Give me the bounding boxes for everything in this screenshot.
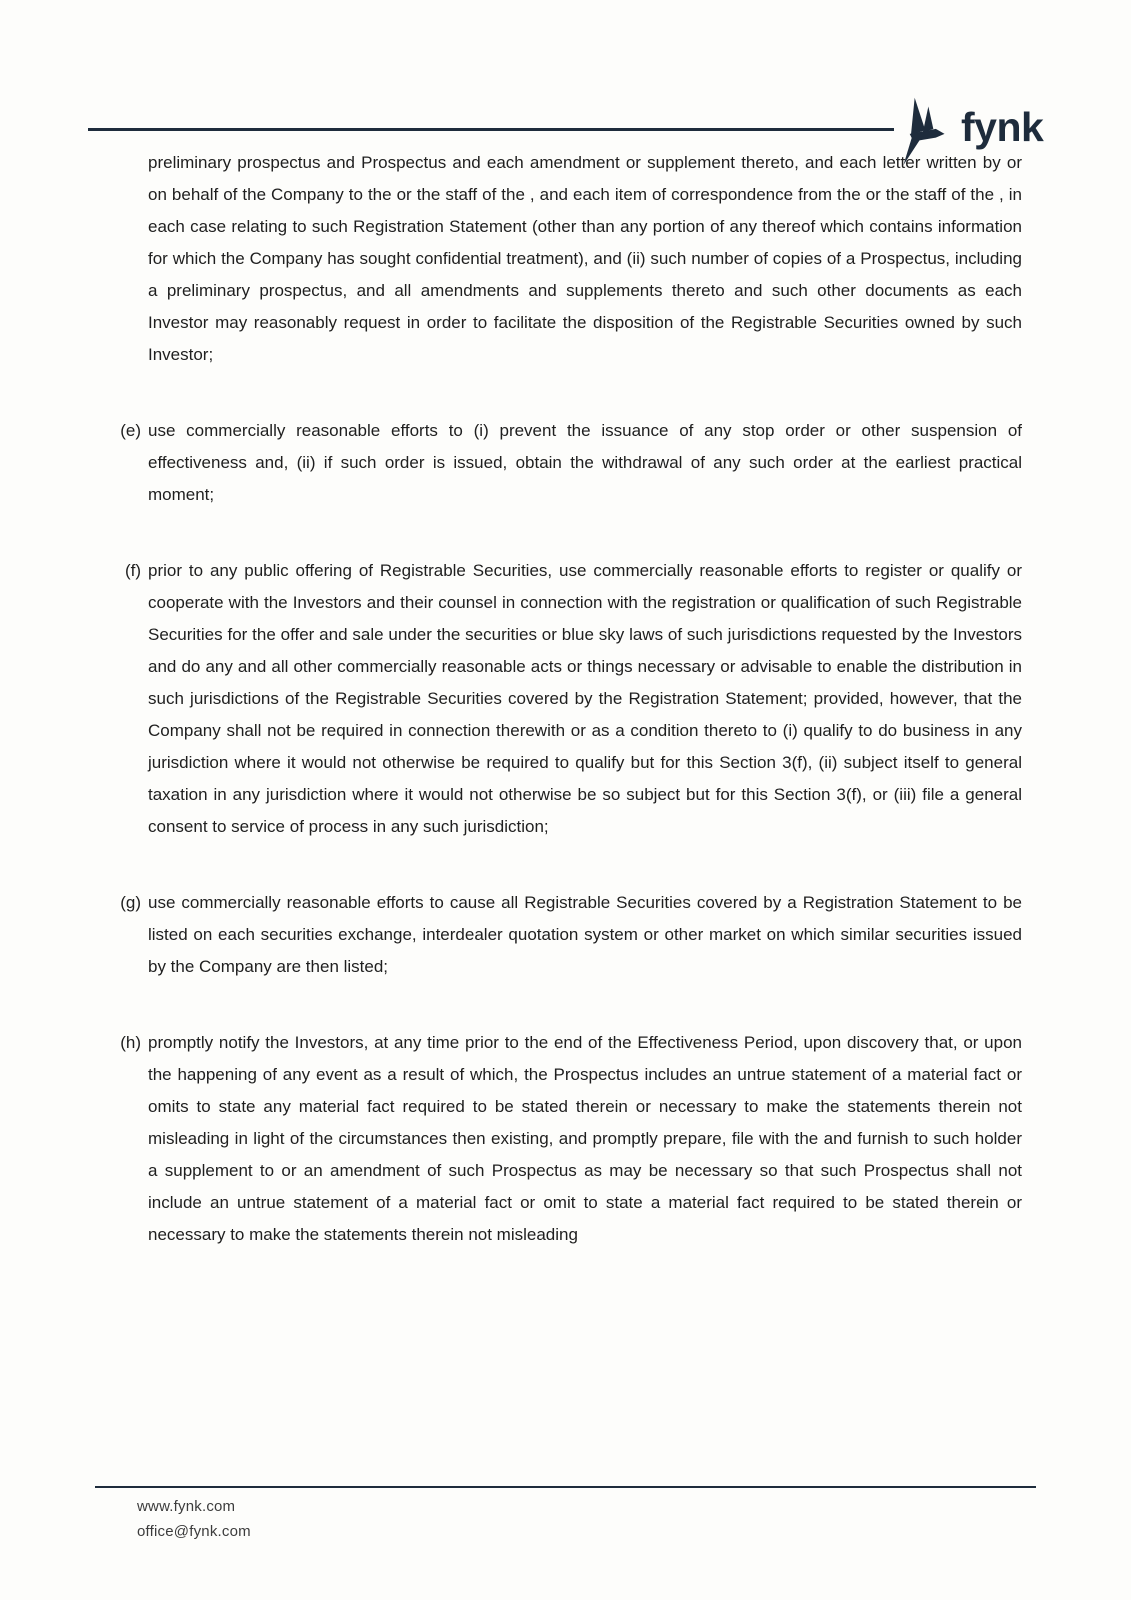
clause-text: use commercially reasonable efforts to (i) prevent the issuance of any stop order or other suspension of effectiveness and, (ii) if such order is issued, obtain the withdrawal of any such order at the earliest practical moment; bbox=[148, 421, 1022, 504]
clause-paragraph bbox=[120, 887, 1022, 983]
document-body bbox=[120, 147, 1022, 1251]
clause-label: (h) bbox=[120, 1033, 141, 1052]
footer bbox=[137, 1494, 251, 1544]
clause-label: (f) bbox=[124, 561, 141, 580]
clause-text: use commercially reasonable efforts to cause all Registrable Securities covered by a Registration Statement to be listed on each securities exchange, interdealer quotation system or other market on which similar securities issued by the Company are then listed; bbox=[148, 893, 1022, 976]
clause-paragraph bbox=[120, 1027, 1022, 1251]
clause-text: preliminary prospectus and Prospectus and each amendment or supplement thereto, and each letter written by or on behalf of the Company to the or the staff of the , and each item of correspondence from the or the staff of the , in each case relating to such Registration Statement (other than any portion of any thereof which contains information for which the Company has sought confidential treatment), and (ii) such number of copies of a Prospectus, including a preliminary prospectus, and all amendments and supplements thereto and such other documents as each Investor may reasonably request in order to facilitate the disposition of the Registrable Securities owned by such Investor; bbox=[148, 153, 1022, 364]
clause-paragraph bbox=[120, 415, 1022, 511]
footer-email: office@fynk.com bbox=[137, 1523, 251, 1540]
clause-text: promptly notify the Investors, at any time prior to the end of the Effectiveness Period, upon discovery that, or upon the happening of any event as a result of which, the Prospectus includes an untrue statement of a material fact or omits to state any material fact required to be stated therein or necessary to make the statements therein not misleading in light of the circumstances then existing, and promptly prepare, file with the and furnish to such holder a supplement to or an amendment of such Prospectus as may be necessary so that such Prospectus shall not include an untrue statement of a material fact or omit to state a material fact required to be stated therein or necessary to make the statements therein not misleading bbox=[148, 1033, 1022, 1244]
logo-wordmark: fynk bbox=[961, 103, 1044, 150]
header-rule bbox=[88, 128, 894, 131]
clause-label: (e) bbox=[120, 421, 141, 440]
footer-rule bbox=[95, 1486, 1036, 1488]
clause-paragraph bbox=[148, 147, 1022, 371]
footer-website: www.fynk.com bbox=[137, 1498, 236, 1515]
clause-paragraph bbox=[124, 555, 1022, 843]
clause-text: prior to any public offering of Registrable Securities, use commercially reasonable efforts to register or qualify or cooperate with the Investors and their counsel in connection with the registration or qualification of such Registrable Securities for the offer and sale under the securities or blue sky laws of such jurisdictions requested by the Investors and do any and all other commercially reasonable acts or things necessary or advisable to enable the distribution in such jurisdictions of the Registrable Securities covered by the Registration Statement; provided, however, that the Company shall not be required in connection therewith or as a condition thereto to (i) qualify to do business in any jurisdiction where it would not otherwise be required to qualify but for this Section 3(f), (ii) subject itself to general taxation in any jurisdiction where it would not otherwise be so subject but for this Section 3(f), or (iii) file a general consent to service of process in any such jurisdiction; bbox=[148, 561, 1022, 836]
clause-label: (g) bbox=[120, 893, 141, 912]
